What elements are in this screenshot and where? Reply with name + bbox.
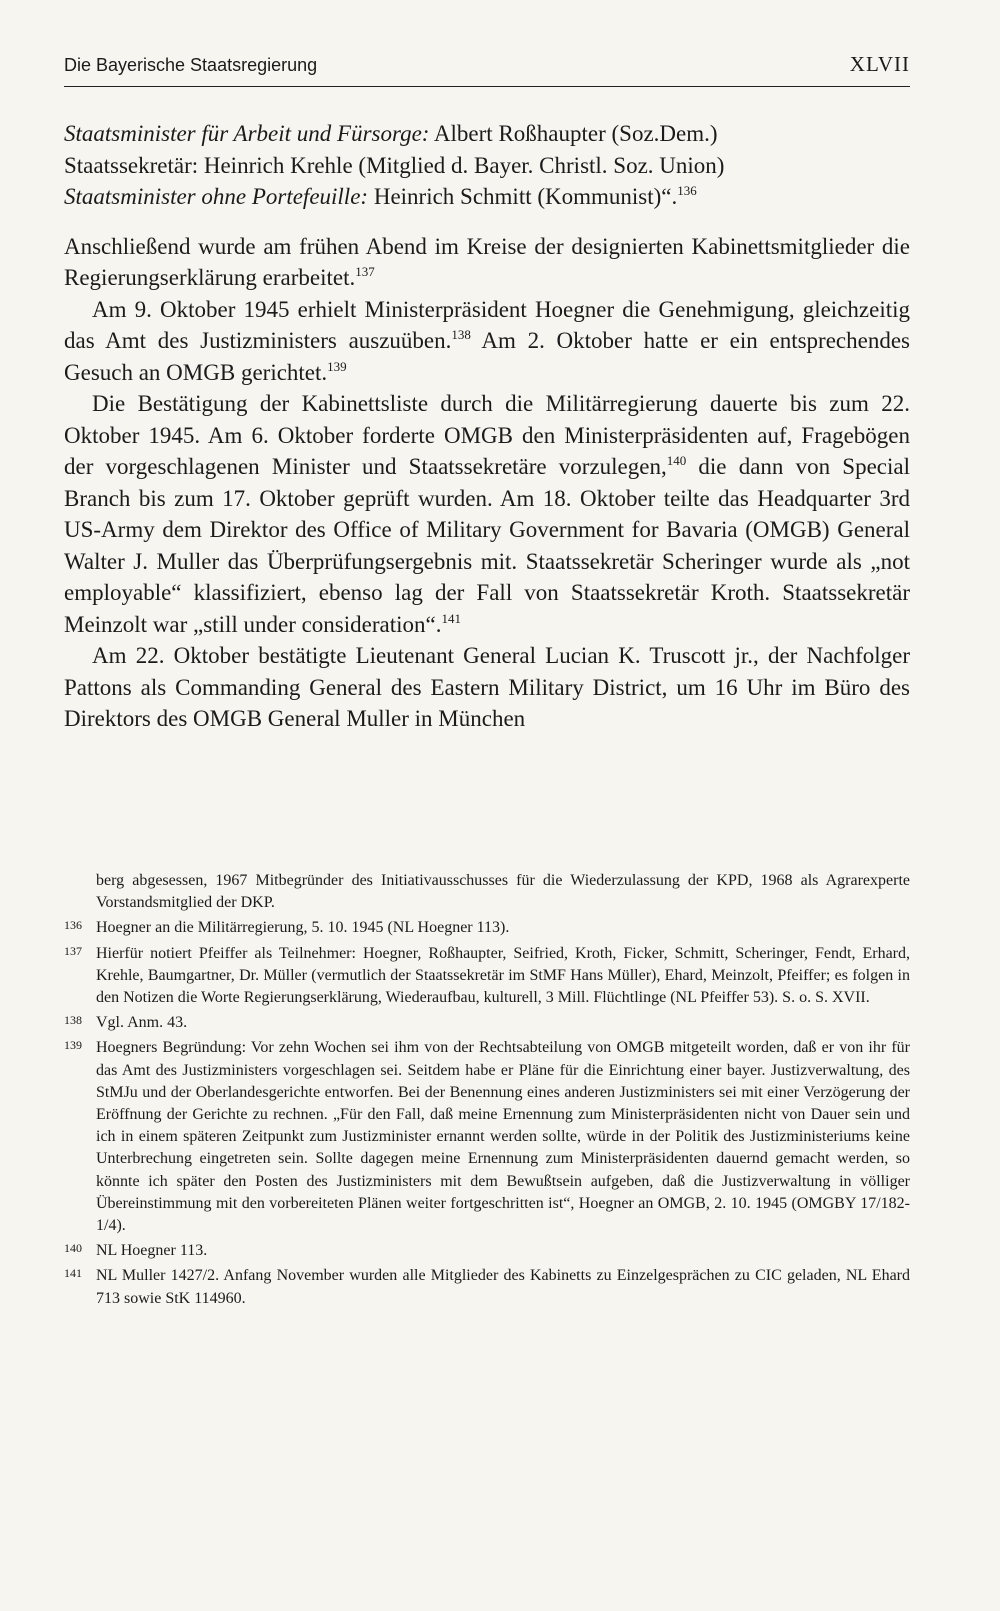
footnote-141	[64, 1265, 910, 1309]
paragraph-text: die dann von Special Branch bis zum 17. Oktober geprüft wurden. Am 18. Oktober teilte das Headquarter 3rd US-Army dem Direktor des Office of Military Government for Bavaria (OMGB) General Walter J. Muller das Überprüfungsergebnis mit. Staatssekretär Scheringer wurde als „not employable“ klassifiziert, ebenso lag der Fall von Staatssekretär Kroth. Staatssekretär Meinzolt war „still under consideration“.	[64, 454, 910, 637]
footnote-140	[64, 1240, 910, 1262]
footnote-ref[interactable]: 136	[677, 183, 697, 198]
role-label: Staatsminister für Arbeit und Fürsorge:	[64, 121, 430, 146]
footnote-ref[interactable]: 139	[327, 358, 347, 374]
footnote-ref[interactable]: 137	[355, 264, 375, 279]
header-rule	[64, 86, 910, 87]
footnote-137	[64, 943, 910, 1010]
page-number: XLVII	[849, 52, 910, 76]
cabinet-list	[64, 118, 910, 213]
cabinet-line-labor	[64, 118, 910, 150]
paragraph-text: Anschließend wurde am frühen Abend im Kreise der designierten Kabinettsmitglieder die Regierungserklärung erarbeitet.	[64, 233, 910, 290]
footnote-ref[interactable]: 141	[441, 610, 461, 626]
main-text	[64, 118, 910, 735]
footnote-ref[interactable]: 140	[666, 453, 687, 468]
footnote-number: 140	[64, 1241, 82, 1256]
role-holder: Albert Roßhaupter (Soz.Dem.)	[429, 121, 718, 146]
footnote-136	[64, 917, 910, 939]
running-header	[64, 52, 910, 77]
footnote-number: 138	[64, 1013, 82, 1028]
footnote-138	[64, 1012, 910, 1034]
paragraph-text: Am 2. Oktober hatte er ein entsprechendes Gesuch an OMGB gerichtet.	[64, 328, 910, 385]
footnote-ref[interactable]: 138	[451, 327, 471, 342]
cabinet-line-without-portfolio	[64, 181, 910, 213]
footnote-text: NL Hoegner 113.	[96, 1242, 208, 1260]
footnote-number: 139	[64, 1038, 82, 1053]
footnote-text: Hoegners Begründung: Vor zehn Wochen sei ihm von der Rechtsabteilung von OMGB mitgeteilt worden, daß er von ihr für das Amt des Justizministers vorgeschlagen sei. Seitdem habe er Pläne für die Einrichtung einer bayer. Justizverwaltung, des StMJu und der Oberlandesgerichte entworfen. Bei der Benennung eines anderen Justizministers sei mit einer Verzögerung der Eröffnung der Gerichte zu rechnen. „Für den Fall, daß meine Ernennung zum Ministerpräsidenten nicht von Dauer sein und ich in einem späteren Zeitpunkt zum Justizminister ernannt werden sollte, würde in der Politik des Justizministeriums keine Unterbrechung eingetreten sein. Sollte dagegen meine Ernennung zum Ministerpräsidenten dauernd gemacht werden, so könnte ich später den Posten des Justizministers mit dem Bewußtsein aufgeben, daß die Justizverwaltung in völliger Übereinstimmung mit den vorbereiteten Plänen weiter fortgeschritten ist“, Hoegner an OMGB, 2. 10. 1945 (OMGBY 17/182-1/4).	[96, 1039, 910, 1235]
role-holder: Heinrich Schmitt (Kommunist)“.	[368, 184, 678, 209]
paragraph-4: Am 22. Oktober bestätigte Lieutenant General Lucian K. Truscott jr., der Nachfolger Pattons als Commanding General des Eastern Military District, um 16 Uhr im Büro des Direktors des OMGB General Muller in München	[64, 643, 910, 731]
footnote-number: 141	[64, 1266, 82, 1281]
footnote-text: NL Muller 1427/2. Anfang November wurden alle Mitglieder des Kabinetts zu Einzelgesprächen zu CIC geladen, NL Ehard 713 sowie StK 114960.	[96, 1267, 910, 1307]
footnotes	[64, 870, 910, 1313]
role-label: Staatsminister ohne Portefeuille:	[64, 184, 369, 209]
footnote-number: 137	[64, 943, 82, 958]
running-title: Die Bayerische Staatsregierung	[64, 55, 318, 75]
paragraph-text: Am 9. Oktober 1945 erhielt Ministerpräsident Hoegner die Genehmigung, gleichzeitig das Amt des Justizministers auszuüben.	[64, 296, 910, 353]
paragraph-2	[64, 294, 910, 389]
footnote-text: Hoegner an die Militärregierung, 5. 10. 1945 (NL Hoegner 113).	[96, 919, 510, 937]
paragraph-3	[64, 388, 910, 640]
cabinet-line-secretary: Staatssekretär: Heinrich Krehle (Mitglied d. Bayer. Christl. Soz. Union)	[64, 152, 725, 178]
footnote-continuation	[64, 870, 910, 914]
footnote-139	[64, 1037, 910, 1237]
paragraph-text: Die Bestätigung der Kabinettsliste durch die Militärregierung dauerte bis zum 22. Oktober 1945. Am 6. Oktober forderte OMGB den Ministerpräsidenten auf, Fragebögen der vorgeschlagenen Minister und Staatssekretäre vorzulegen,	[64, 391, 910, 479]
footnote-number: 136	[64, 918, 82, 933]
footnote-text: Hierfür notiert Pfeiffer als Teilnehmer: Hoegner, Roßhaupter, Seifried, Kroth, Ficker, Schmitt, Scheringer, Fendt, Erhard, Krehle, Baumgartner, Dr. Müller (vermutlich der Staatssekretär im StMF Hans Müller), Ehard, Meinzolt, Pfeiffer; es folgen in den Notizen die Worte Regierungserklärung, Wiederaufbau, kulturell, 3 Mill. Flüchtlinge (NL Pfeiffer 53). S. o. S. XVII.	[96, 944, 910, 1007]
paragraph-1	[64, 231, 910, 294]
footnote-text: berg abgesessen, 1967 Mitbegründer des Initiativausschusses für die Wiederzulassung der KPD, 1968 als Agrarexperte Vorstandsmitglied der DKP.	[96, 872, 910, 912]
footnote-text: Vgl. Anm. 43.	[96, 1014, 188, 1032]
